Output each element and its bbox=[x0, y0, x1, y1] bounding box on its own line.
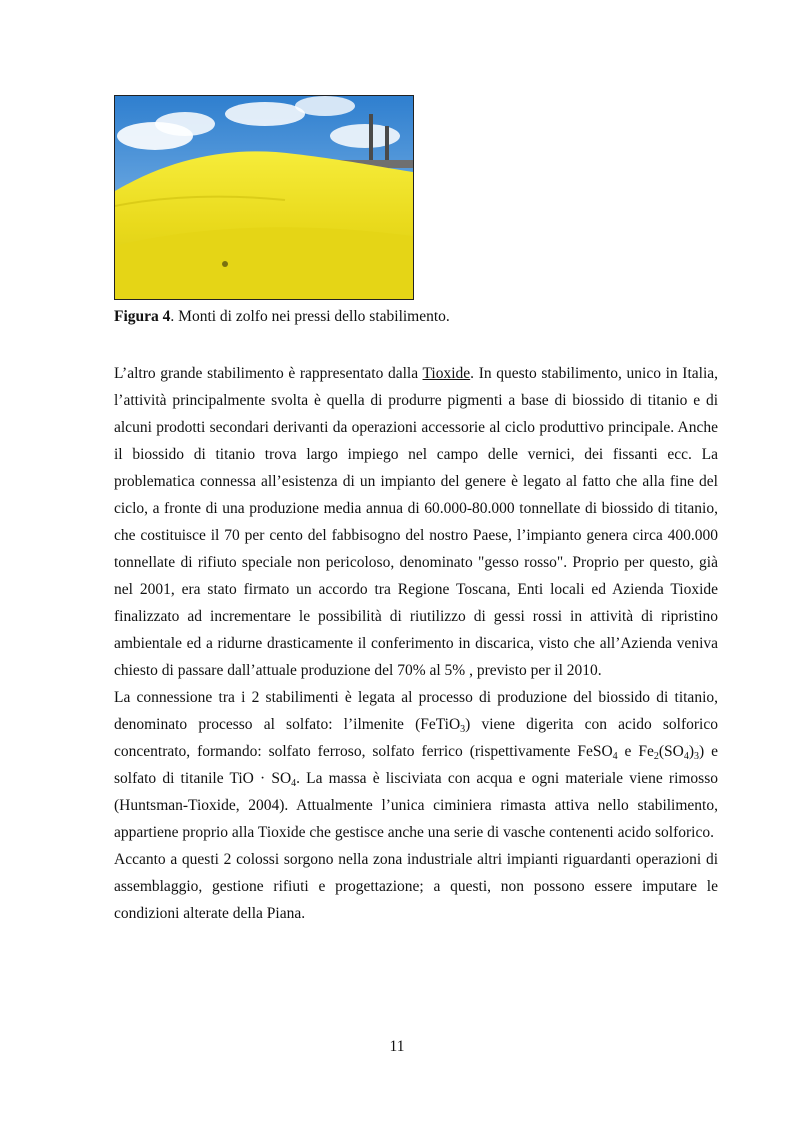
figure-caption bbox=[114, 308, 450, 326]
paragraph-1-text-a: L’altro grande stabilimento è rappresentato dalla bbox=[114, 365, 423, 382]
paragraph-2-text-f: ) e solfato di titanile TiO · SO bbox=[114, 743, 718, 787]
paragraph-2-text-d: (SO bbox=[658, 743, 684, 760]
page-number: 11 bbox=[389, 1038, 405, 1055]
subscript: 3 bbox=[694, 751, 700, 762]
paragraph-1-text-b: . In questo stabilimento, unico in Italia, l’attività principalmente svolta è quella di produrre pigmenti a base di biossido di titanio e di alcuni prodotti secondari derivanti da operazioni accessorie al ciclo produttivo principale. Anche il biossido di titanio trova largo impiego nel campo delle vernici, dei fissanti ecc. La problematica connessa all’esistenza di un impianto del genere è legato al fatto che alla fine del ciclo, a fronte di una produzione media annua di 60.000-80.000 tonnellate di biossido di titanio, che costituisce il 70 per cento del fabbisogno del nostro Paese, l’impianto genera circa 400.000 tonnellate di rifiuto speciale non pericoloso, denominato "gesso rosso". Proprio per questo, già nel 2001, era stato firmato un accordo tra Regione Toscana, Enti locali ed Azienda Tioxide finalizzato ad incrementare le possibilità di riutilizzo di gessi rossi in attività di ripristino ambientale ed a ridurne drasticamente il conferimento in discarica, visto che all’Azienda veniva chiesto di passare dall’attuale produzione del 70% al 5% , previsto per il 2010. bbox=[114, 365, 719, 679]
figure-label: Figura 4 bbox=[114, 308, 171, 325]
paragraph-2-text-c: e Fe bbox=[617, 743, 654, 760]
subscript: 4 bbox=[291, 778, 297, 789]
paragraph-2-text-a: La connessione tra i 2 stabilimenti è legata al processo di produzione del biossido di titanio, denominato processo al solfato: l’ilmenite (FeTiO bbox=[114, 689, 718, 733]
paragraph-2-text-g: . La massa è lisciviata con acqua e ogni materiale viene rimosso (Huntsman-Tioxide, 2004). Attualmente l’unica ciminiera rimasta attiva nello stabilimento, appartiene proprio alla Tioxide che gestisce anche una serie di vasche contenenti acido solforico. bbox=[114, 770, 718, 841]
paragraph-2 bbox=[114, 684, 718, 846]
tioxide-link[interactable]: Tioxide bbox=[422, 365, 471, 382]
paragraph-2-text-b: ) viene digerita con acido solforico concentrato, formando: solfato ferroso, solfato ferrico (rispettivamente FeSO bbox=[114, 716, 718, 760]
subscript: 4 bbox=[683, 751, 689, 762]
subscript: 3 bbox=[460, 724, 466, 735]
body-text bbox=[114, 360, 718, 927]
paragraph-2-text-e: ) bbox=[688, 743, 695, 760]
paragraph-1 bbox=[114, 360, 718, 684]
photo-illustration bbox=[115, 96, 413, 299]
paragraph-3: Accanto a questi 2 colossi sorgono nella zona industriale altri impianti riguardanti operazioni di assemblaggio, gestione rifiuti e progettazione; a questi, non possono essere imputare le condizioni alterate della Piana. bbox=[114, 851, 718, 922]
sulfur-mounds-photo bbox=[114, 95, 414, 300]
subscript: 2 bbox=[653, 751, 659, 762]
subscript: 4 bbox=[612, 751, 618, 762]
figure-caption-text: . Monti di zolfo nei pressi dello stabilimento. bbox=[170, 308, 450, 325]
